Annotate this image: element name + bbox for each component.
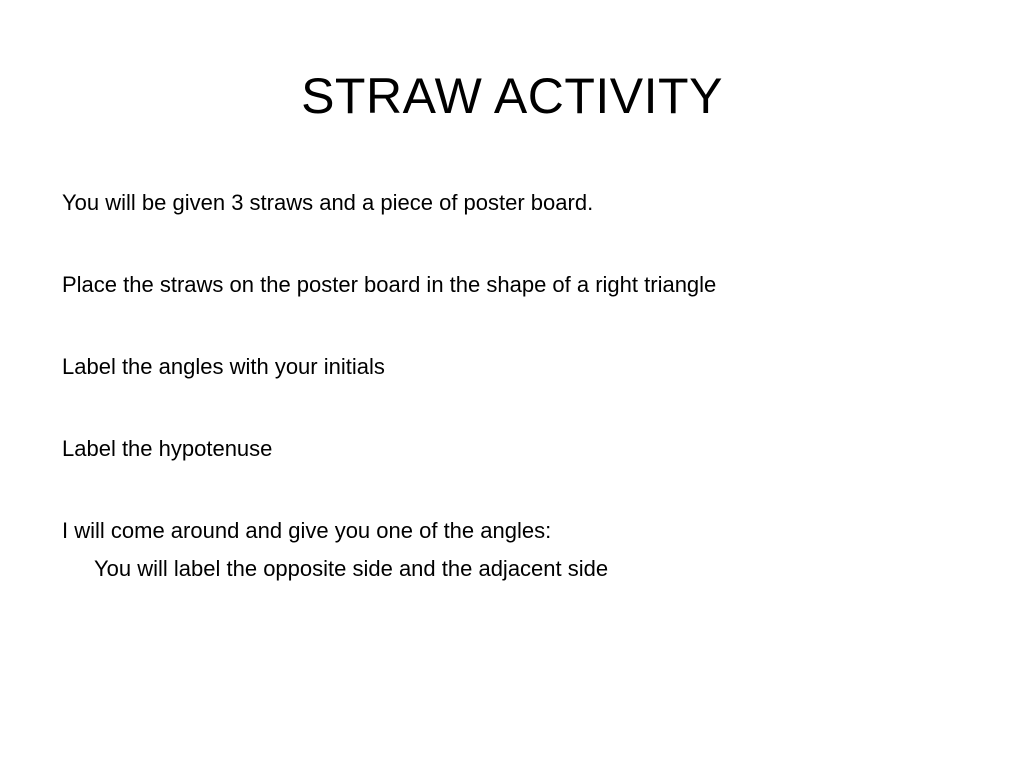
body-line-straws-given: You will be given 3 straws and a piece of poster board. bbox=[62, 190, 594, 215]
body-line-label-angles: Label the angles with your initials bbox=[62, 354, 385, 379]
body-line-place-straws: Place the straws on the poster board in the shape of a right triangle bbox=[62, 272, 717, 297]
spacer bbox=[62, 222, 962, 266]
slide-title: STRAW ACTIVITY bbox=[301, 68, 723, 124]
body-subline-label-sides: You will label the opposite side and the adjacent side bbox=[94, 556, 609, 581]
spacer bbox=[62, 304, 962, 348]
body-line-give-angle: I will come around and give you one of the angles: bbox=[62, 518, 552, 543]
slide-body bbox=[62, 184, 962, 588]
spacer bbox=[62, 386, 962, 430]
body-line-label-hypotenuse: Label the hypotenuse bbox=[62, 436, 273, 461]
spacer bbox=[62, 468, 962, 512]
